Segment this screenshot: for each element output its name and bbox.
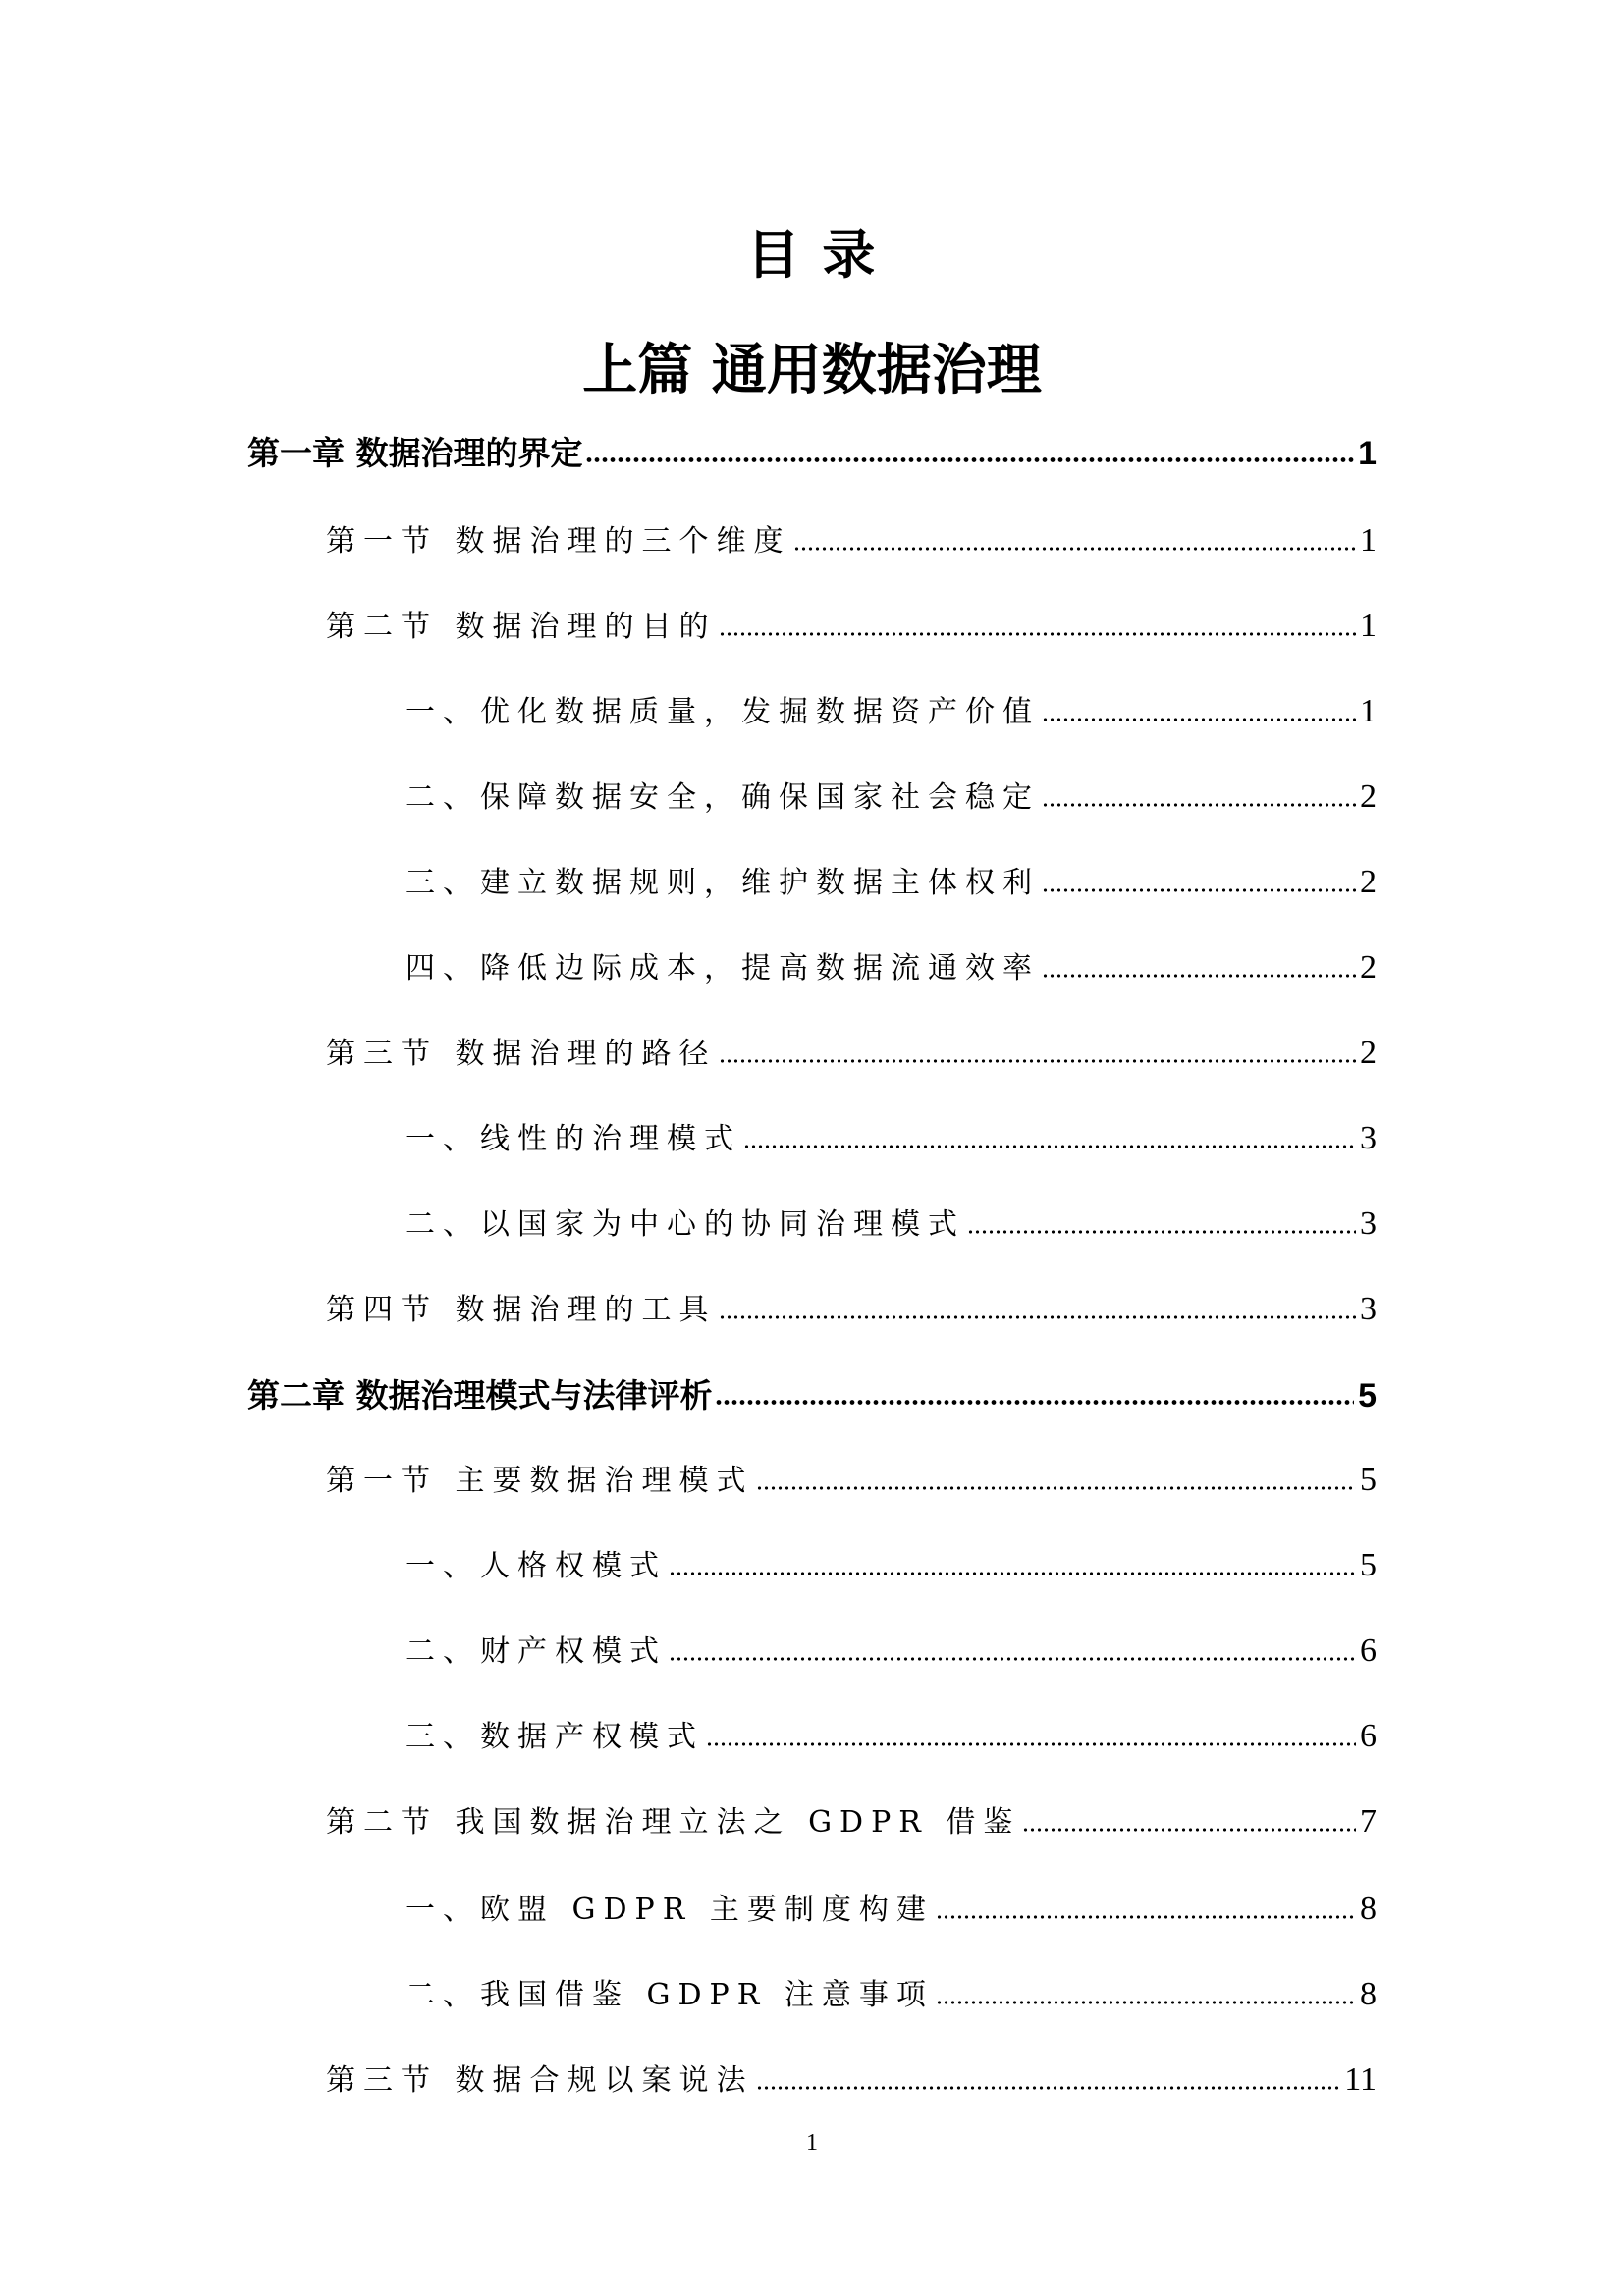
toc-entry-page: 5: [1360, 1462, 1377, 1498]
toc-entry-chapter[interactable]: [247, 1370, 1377, 1414]
dot-leader: [715, 1400, 1355, 1405]
toc-entry-subsection[interactable]: [406, 687, 1377, 730]
dot-leader: [936, 1915, 1356, 1919]
toc-entry-label: 第三节 数据合规以案说法: [326, 2063, 754, 2098]
toc-entry-section[interactable]: [326, 602, 1377, 645]
toc-entry-page: 8: [1360, 1891, 1377, 1927]
toc-entry-label: 二、保障数据安全，确保国家社会稳定: [406, 780, 1040, 815]
toc-entry-page: 1: [1360, 693, 1377, 729]
toc-entry-page: 6: [1360, 1718, 1377, 1754]
toc-entry-label: 第二节 数据治理的目的: [326, 610, 717, 644]
toc-entry-subsection[interactable]: [406, 1200, 1377, 1243]
toc-entry-section[interactable]: [326, 1456, 1377, 1499]
toc-entry-label: 二、以国家为中心的协同治理模式: [406, 1207, 965, 1242]
toc-entry-label: 四、降低边际成本，提高数据流通效率: [406, 951, 1040, 986]
toc-entry-page: 1: [1358, 435, 1377, 472]
toc-entry-subsection[interactable]: [406, 1712, 1377, 1755]
toc-entry-label: 第二节 我国数据治理立法之 GDPR 借鉴: [326, 1805, 1021, 1840]
toc-entry-label: 二、财产权模式: [406, 1634, 667, 1669]
toc-entry-label: 第四节 数据治理的工具: [326, 1293, 717, 1327]
toc-entry-label: 一、人格权模式: [406, 1549, 667, 1583]
dot-leader: [1042, 974, 1356, 978]
toc-entry-subsection[interactable]: [406, 943, 1377, 987]
toc-entry-page: 7: [1360, 1803, 1377, 1840]
toc-entry-page: 6: [1360, 1632, 1377, 1669]
toc-entry-page: 3: [1360, 1120, 1377, 1156]
footer-page-number: 1: [806, 2130, 818, 2156]
toc-entry-label: 第一章 数据治理的界定: [247, 434, 583, 472]
dot-leader: [706, 1742, 1356, 1746]
dot-leader: [585, 457, 1355, 462]
dot-leader: [793, 547, 1356, 551]
toc-entry-subsection[interactable]: [406, 1114, 1377, 1157]
toc-entry-page: 3: [1360, 1205, 1377, 1242]
toc-entry-section[interactable]: [326, 1797, 1377, 1841]
toc-entry-section[interactable]: [326, 2056, 1377, 2099]
dot-leader: [719, 1059, 1356, 1063]
dot-leader: [756, 2086, 1341, 2090]
toc-entry-subsection[interactable]: [406, 858, 1377, 901]
toc-entry-label: 第二章 数据治理模式与法律评析: [247, 1376, 713, 1415]
toc-entry-page: 5: [1360, 1547, 1377, 1583]
dot-leader: [1022, 1828, 1356, 1832]
dot-leader: [719, 632, 1356, 636]
toc-entry-label: 一、欧盟 GDPR 主要制度构建: [406, 1893, 934, 1927]
toc-entry-subsection[interactable]: [406, 1541, 1377, 1584]
toc-entry-page: 8: [1360, 1976, 1377, 2012]
dot-leader: [669, 1657, 1356, 1661]
toc-entry-subsection[interactable]: [406, 773, 1377, 816]
dot-leader: [669, 1572, 1356, 1575]
dot-leader: [756, 1486, 1356, 1490]
dot-leader: [1042, 888, 1356, 892]
toc-entry-page: 5: [1358, 1377, 1377, 1415]
dot-leader: [719, 1315, 1356, 1319]
toc-entry-page: 2: [1360, 1035, 1377, 1071]
toc-entry-label: 第一节 主要数据治理模式: [326, 1464, 754, 1498]
toc-entry-subsection[interactable]: [406, 1627, 1377, 1670]
toc-heading: 目 录: [746, 224, 878, 286]
toc-entry-label: 二、我国借鉴 GDPR 注意事项: [406, 1978, 934, 2012]
toc-entry-page: 1: [1360, 608, 1377, 644]
toc-entry-subsection[interactable]: [406, 1970, 1377, 2013]
toc-entry-page: 2: [1360, 864, 1377, 900]
toc-entry-page: 2: [1360, 778, 1377, 815]
dot-leader: [1042, 803, 1356, 807]
toc-entry-label: 一、线性的治理模式: [406, 1122, 741, 1156]
dot-leader: [1042, 718, 1356, 721]
toc-entry-label: 一、优化数据质量，发掘数据资产价值: [406, 695, 1040, 729]
toc-entry-page: 2: [1360, 949, 1377, 986]
toc-entry-page: 1: [1360, 522, 1377, 559]
toc-entry-subsection[interactable]: [406, 1885, 1377, 1928]
toc-entry-label: 第一节 数据治理的三个维度: [326, 524, 791, 559]
dot-leader: [936, 2001, 1356, 2004]
toc-entry-label: 三、建立数据规则，维护数据主体权利: [406, 866, 1040, 900]
toc-entry-label: 三、数据产权模式: [406, 1720, 704, 1754]
toc-entry-page: 3: [1360, 1291, 1377, 1327]
toc-entry-page: 11: [1344, 2061, 1377, 2098]
toc-entry-label: 第三节 数据治理的路径: [326, 1037, 717, 1071]
toc-entry-section[interactable]: [326, 1029, 1377, 1072]
dot-leader: [743, 1145, 1356, 1148]
part-title: 上篇 通用数据治理: [582, 339, 1042, 402]
toc-entry-section[interactable]: [326, 1285, 1377, 1328]
toc-entry-section[interactable]: [326, 516, 1377, 560]
toc-entry-chapter[interactable]: [247, 428, 1377, 471]
dot-leader: [967, 1230, 1356, 1234]
